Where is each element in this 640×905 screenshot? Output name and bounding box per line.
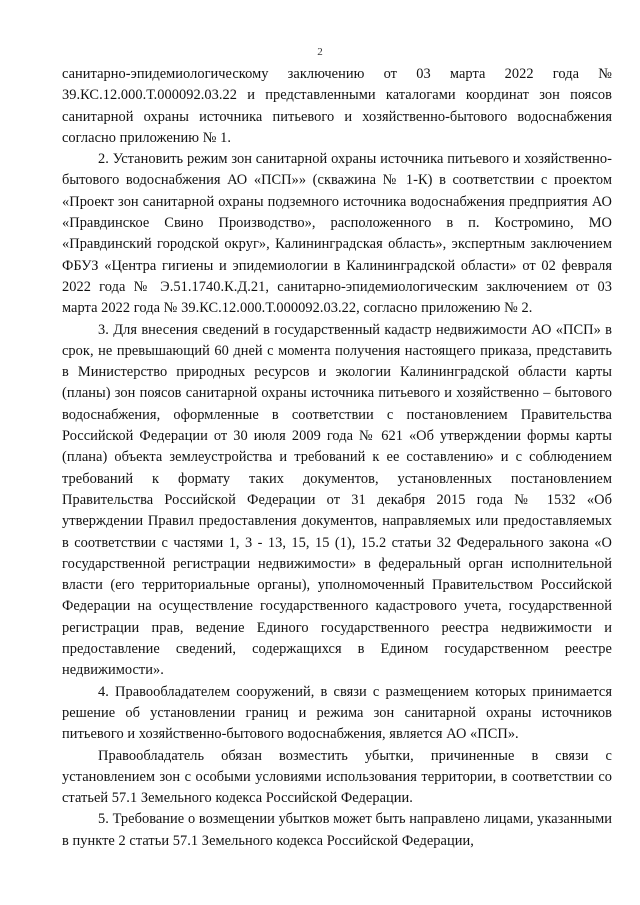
paragraph-item-5: 5. Требование о возмещении убытков может быть направлено лицами, указанными в пункте 2 статьи 57.1 Земельного кодекса Российской Федерации, bbox=[62, 811, 612, 849]
paragraph-item-4: 4. Правообладателем сооружений, в связи с размещением которых принимается решение об установлении границ и режима зон санитарной охраны источников питьевого и хозяйственно-бытового водоснабжения, является АО «ПСП». bbox=[62, 683, 612, 743]
document-body bbox=[62, 64, 612, 852]
paragraph-item-4-note: Правообладатель обязан возместить убытки, причиненные в связи с установлением зон с особыми условиями использования территории, в соответствии со статьей 57.1 Земельного кодекса Российской Федерации. bbox=[62, 747, 612, 807]
paragraph-item-3: 3. Для внесения сведений в государственный кадастр недвижимости АО «ПСП» в срок, не превышающий 60 дней с момента получения настоящего приказа, представить в Министерство природных ресурсов и экологии Калининградской области карты (планы) зон поясов санитарной охраны источника питьевого и хозяйственно – бытового водоснабжения, оформленные в соответствии с постановлением Правительства Российской Федерации от 30 июля 2009 года № 621 «Об утверждении формы карты (плана) объекта землеустройства и требований к ее составлению» и с соблюдением требований к формату таких документов, установленных постановлением Правительства Российской Федерации от 31 декабря 2015 года № 1532 «Об утверждении Правил предоставления документов, направляемых или предоставляемых в соответствии с частями 1, 3 - 13, 15, 15 (1), 15.2 статьи 32 Федерального закона «О государственной регистрации недвижимости» в федеральный орган исполнительной власти (его территориальные органы), уполномоченный Правительством Российской Федерации на осуществление государственного кадастрового учета, государственной регистрации прав, ведение Единого государственного реестра недвижимости и предоставление сведений, содержащихся в Едином государственном реестре недвижимости». bbox=[62, 321, 612, 679]
page-number: 2 bbox=[317, 46, 323, 58]
paragraph-continuation: санитарно-эпидемиологическому заключению от 03 марта 2022 года № 39.КС.12.000.Т.000092.03.22 и представленными каталогами координат зон поясов санитарной охраны источника питьевого и хозяйственно-бытового водоснабжения согласно приложению № 1. bbox=[62, 66, 612, 146]
paragraph-item-2: 2. Установить режим зон санитарной охраны источника питьевого и хозяйственно-бытового водоснабжения АО «ПСП»» (скважина № 1-К) в соответствии с проектом «Проект зон санитарной охраны подземного источника водоснабжения предприятия АО «Правдинское Свино Производство», расположенного в п. Костромино, МО «Правдинский городской округ», Калининградская область», экспертным заключением ФБУЗ «Центра гигиены и эпидемиологии в Калининградской области» от 02 февраля 2022 года № Э.51.1740.К.Д.21, санитарно-эпидемиологическим заключением от 03 марта 2022 года № 39.КС.12.000.Т.000092.03.22, согласно приложению № 2. bbox=[62, 151, 612, 317]
